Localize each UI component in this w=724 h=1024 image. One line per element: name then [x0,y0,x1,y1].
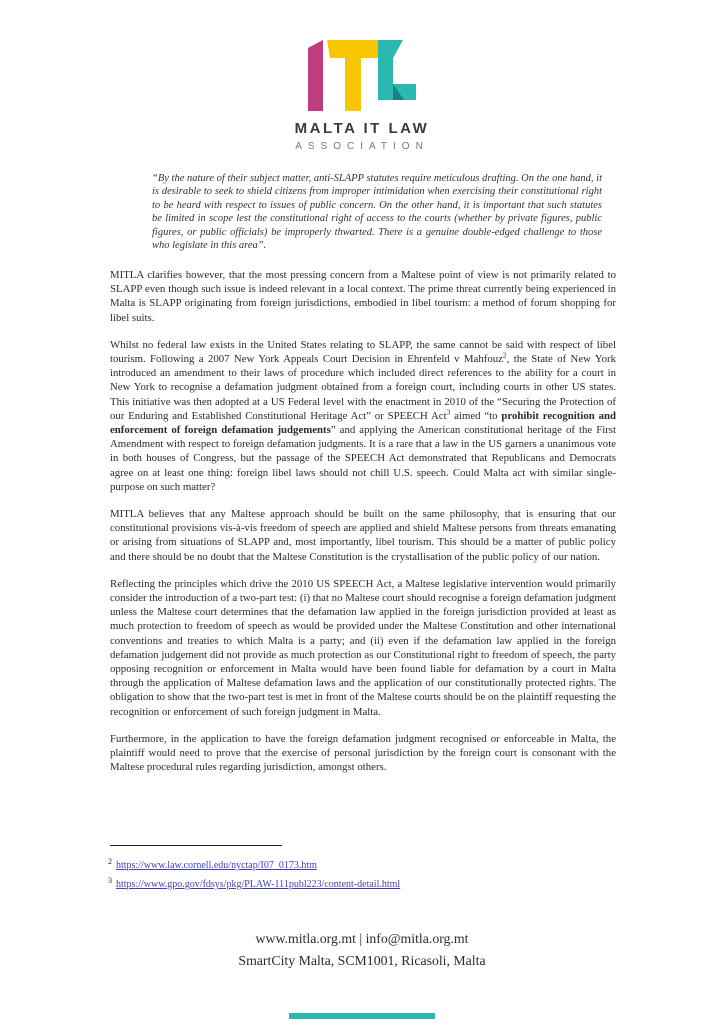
paragraph-2-text: aimed “to [450,409,502,422]
block-quote: “By the nature of their subject matter, anti-SLAPP statutes require meticulous drafting. On the one hand, it is desirable to seek to shield citizens from improper intimidation when exercising their constitutional right to be heard with respect to issues of public concern. On the other hand, it is important that such statutes be limited in scope lest the constitutional right of access to the courts (whether by private figures, public figures, or public officials) be improperly thwarted. There is a genuine double-edged challenge to those who legislate in this area”. [152,173,602,252]
footer-contact-line: www.mitla.org.mt | info@mitla.org.mt [255,931,469,946]
paragraph-2-text: , the State of New York introduced an amendment to their laws of procedure which included direct references to the ability for a court in New York to recognise a defamation judgment obtained from a foreign court, including courts in other US states. This initiative was then adopted at a US Federal level with the enactment in 2010 of the “Securing the Protection of our Enduring and Established Constitutional Heritage Act” or SPEECH Act [110,353,616,422]
page-footer [0,928,724,972]
paragraph-1: MITLA clarifies however, that the most pressing concern from a Maltese point of view is not primarily related to SLAPP even though such issue is indeed relevant in a local context. The prime threat currently being experienced in Malta is SLAPP originating from foreign jurisdictions, embodied in libel tourism: a method of forum shopping for libel suits. [110,269,616,324]
footnote-3-marker: 3 [108,875,112,885]
footnote-separator [110,845,282,846]
footer-accent-bar [289,1013,435,1019]
document-body [110,268,616,788]
footnote-3-link[interactable]: https://www.gpo.gov/fdsys/pkg/PLAW-111publ223/content-detail.html [116,879,401,890]
footnote-2 [108,856,400,871]
org-subtitle: ASSOCIATION [295,141,429,152]
footnote-ref-3[interactable]: 3 [446,407,451,417]
org-name: MALTA IT LAW [294,120,430,137]
paragraph-2-text: ” and applying the American constitutional heritage of the First Amendment with respect to foreign defamation judgments. It is a rare that a law in the US garners a unanimous vote in both houses of Congress, but the passage of the SPEECH Act demonstrated that Republicans and Democrats agree on at least one thing: foreign libel laws should not chill U.S. speech. Could Malta act with similar single-purpose on such matter? [110,424,616,493]
paragraph-3: MITLA believes that any Maltese approach should be built on the same philosophy, that is ensuring that our constitutional provisions vis-à-vis freedom of speech are applied and shield Maltese persons from threats emanating or arising from situations of SLAPP and, most importantly, libel tourism. This should be a matter of public policy and there should be no doubt that the Maltese Constitution is the crystallisation of the public policy of our nation. [110,508,616,563]
mitla-logo [0,40,724,152]
paragraph-2-text: Whilst no federal law exists in the United States relating to SLAPP, the same cannot be said with respect of libel tourism. Following a 2007 New York Appeals Court Decision in Ehrenfeld v Mahfouz [110,338,616,366]
footnote-2-marker: 2 [108,856,112,866]
paragraph-4: Reflecting the principles which drive the 2010 US SPEECH Act, a Maltese legislative intervention would primarily consider the introduction of a two-part test: (i) that no Maltese court should recognise a foreign defamation judgment unless the Maltese court determines that the defamation law applied in the foreign jurisdiction provided at least as much protection to freedom of speech as would be provided under the Maltese Constitution and other international conventions and treaties to which Malta is a party; and (ii) even if the defamation law applied in the foreign defamation judgement did not provide as much protection as our Constitutional right to freedom of speech, the party opposing recognition or enforcement in Malta would have been found liable for defamation by a court in Malta through the application of Maltese defamation laws and the application of our constitutionally protected rights. The obligation to show that the two-part test is met in front of the Maltese courts should be on the plaintiff requesting the recognition or enforcement of such foreign judgment in Malta. [110,577,616,718]
paragraph-2-bold-text: prohibit recognition and enforcement of foreign defamation judgements [110,409,616,437]
footnote-3 [108,875,401,890]
footer-address-line: SmartCity Malta, SCM1001, Ricasoli, Malta [238,953,486,968]
footnotes [108,856,401,898]
footnote-ref-2[interactable]: 2 [502,350,507,360]
mitla-logo-icon [308,40,416,112]
paragraph-2 [110,338,616,494]
footnote-2-link[interactable]: https://www.law.cornell.edu/nyctap/I07_0173.htm [116,860,317,871]
paragraph-5: Furthermore, in the application to have the foreign defamation judgment recognised or enforceable in Malta, the plaintiff would need to prove that the exercise of personal jurisdiction by the foreign court is consonant with the Maltese procedural rules regarding jurisdiction, amongst others. [110,732,616,774]
